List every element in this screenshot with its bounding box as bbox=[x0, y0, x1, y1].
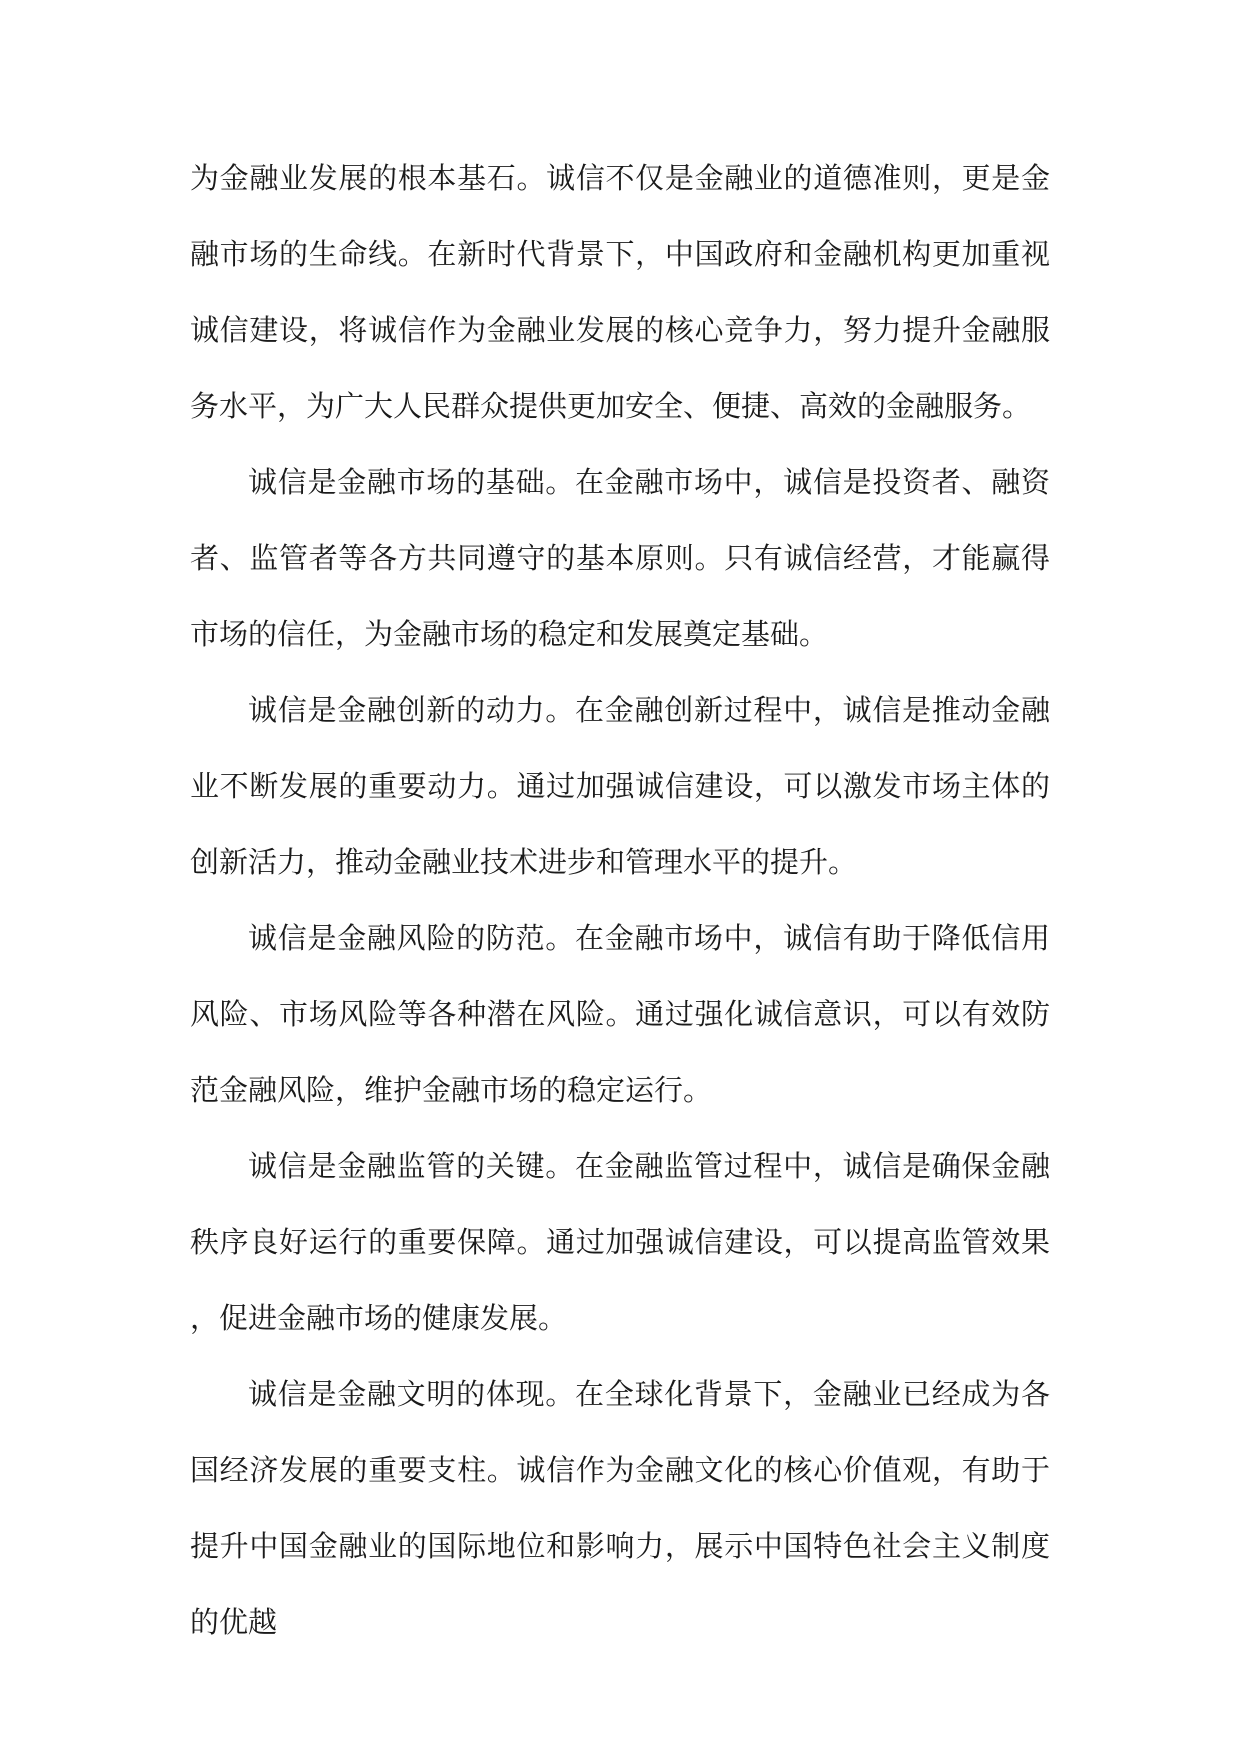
paragraph-supervision-key: 诚信是金融监管的关键。在金融监管过程中，诚信是确保金融秩序良好运行的重要保障。通过加强诚信建设，可以提高监管效果，促进金融市场的健康发展。 bbox=[190, 1149, 1050, 1335]
paragraph-innovation-driver: 诚信是金融创新的动力。在金融创新过程中，诚信是推动金融业不断发展的重要动力。通过加强诚信建设，可以激发市场主体的创新活力，推动金融业技术进步和管理水平的提升。 bbox=[190, 693, 1050, 879]
paragraph-financial-civilization: 诚信是金融文明的体现。在全球化背景下，金融业已经成为各国经济发展的重要支柱。诚信作为金融文化的核心价值观，有助于提升中国金融业的国际地位和影响力，展示中国特色社会主义制度的优越 bbox=[190, 1377, 1050, 1639]
paragraph-market-foundation: 诚信是金融市场的基础。在金融市场中，诚信是投资者、融资者、监管者等各方共同遵守的基本原则。只有诚信经营，才能赢得市场的信任，为金融市场的稳定和发展奠定基础。 bbox=[190, 465, 1050, 651]
body-text bbox=[190, 140, 1050, 1660]
paragraph-continuation: 为金融业发展的根本基石。诚信不仅是金融业的道德准则，更是金融市场的生命线。在新时代背景下，中国政府和金融机构更加重视诚信建设，将诚信作为金融业发展的核心竞争力，努力提升金融服务水平，为广大人民群众提供更加安全、便捷、高效的金融服务。 bbox=[190, 161, 1050, 423]
paragraph-risk-prevention: 诚信是金融风险的防范。在金融市场中，诚信有助于降低信用风险、市场风险等各种潜在风险。通过强化诚信意识，可以有效防范金融风险，维护金融市场的稳定运行。 bbox=[190, 921, 1050, 1107]
